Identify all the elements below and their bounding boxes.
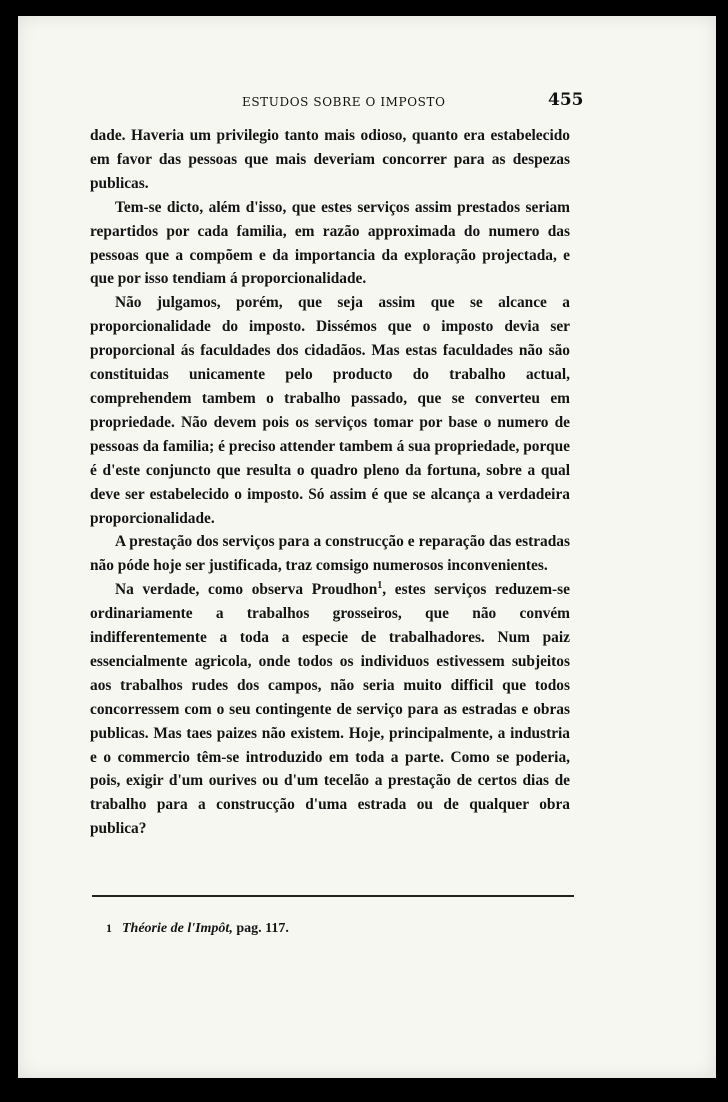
footnote-reference: 1 xyxy=(377,580,383,592)
main-text xyxy=(90,124,570,841)
paragraph: Não julgamos, porém, que seja assim que se alcance a proporcionalidade do imposto. Dissémos que o imposto devia ser proporcional ás faculdades dos cidadãos. Mas estas faculdades não são constituidas unicamente pelo producto do trabalho actual, comprehendem tambem o trabalho passado, que se converteu em propriedade. Não devem pois os serviços tomar por base o numero de pessoas da familia; é preciso attender tambem á sua propriedade, porque é d'este conjuncto que resulta o quadro pleno da fortuna, sobre a qual deve ser estabelecido o imposto. Só assim é que se alcança a verdadeira proporcionalidade. xyxy=(90,294,570,527)
footnote xyxy=(106,921,566,937)
page-number: 455 xyxy=(548,90,584,110)
footnote-title: Théorie de l'Impôt, xyxy=(122,921,233,936)
footnote-divider xyxy=(92,895,574,897)
paragraph: A prestação dos serviços para a construcção e reparação das estradas não póde hoje ser justificada, traz comsigo numerosos inconvenientes. xyxy=(90,533,570,575)
running-title: ESTUDOS SOBRE O IMPOSTO xyxy=(242,95,446,109)
paragraph-text-after-note: , estes serviços reduzem-se ordinariamente a trabalhos grosseiros, que não convém indifferentemente a toda a especie de trabalhadores. Num paiz essencialmente agricola, onde todos os individuos estivessem subjeitos aos trabalhos rudes dos campos, não seria muito difficil que todos concorressem com o seu contingente de serviço para as estradas e obras publicas. Mas taes paizes não existem. Hoje, principalmente, a industria e o commercio têm-se introduzido em toda a parte. Como se poderia, pois, exigir d'um ourives ou d'um tecelão a prestação de certos dias de trabalho para a construcção d'uma estrada ou de qualquer obra publica? xyxy=(90,581,570,838)
book-page xyxy=(18,16,716,1078)
paragraph-text-before-note: Na verdade, como observa Proudhon xyxy=(115,581,378,599)
paragraph-with-note xyxy=(90,578,570,841)
footnote-marker: 1 xyxy=(106,921,112,935)
paragraph: dade. Haveria um privilegio tanto mais odioso, quanto era estabelecido em favor das pessoas que mais deveriam concorrer para as despezas publicas. xyxy=(90,127,570,192)
paragraph: Tem-se dicto, além d'isso, que estes serviços assim prestados seriam repartidos por cada familia, em razão approximada do numero das pessoas que a compõem e da importancia da exploração projectada, e que por isso tendiam á proporcionalidade. xyxy=(90,198,570,288)
footnote-reference-text: pag. 117. xyxy=(232,921,289,936)
page-header xyxy=(18,88,716,128)
